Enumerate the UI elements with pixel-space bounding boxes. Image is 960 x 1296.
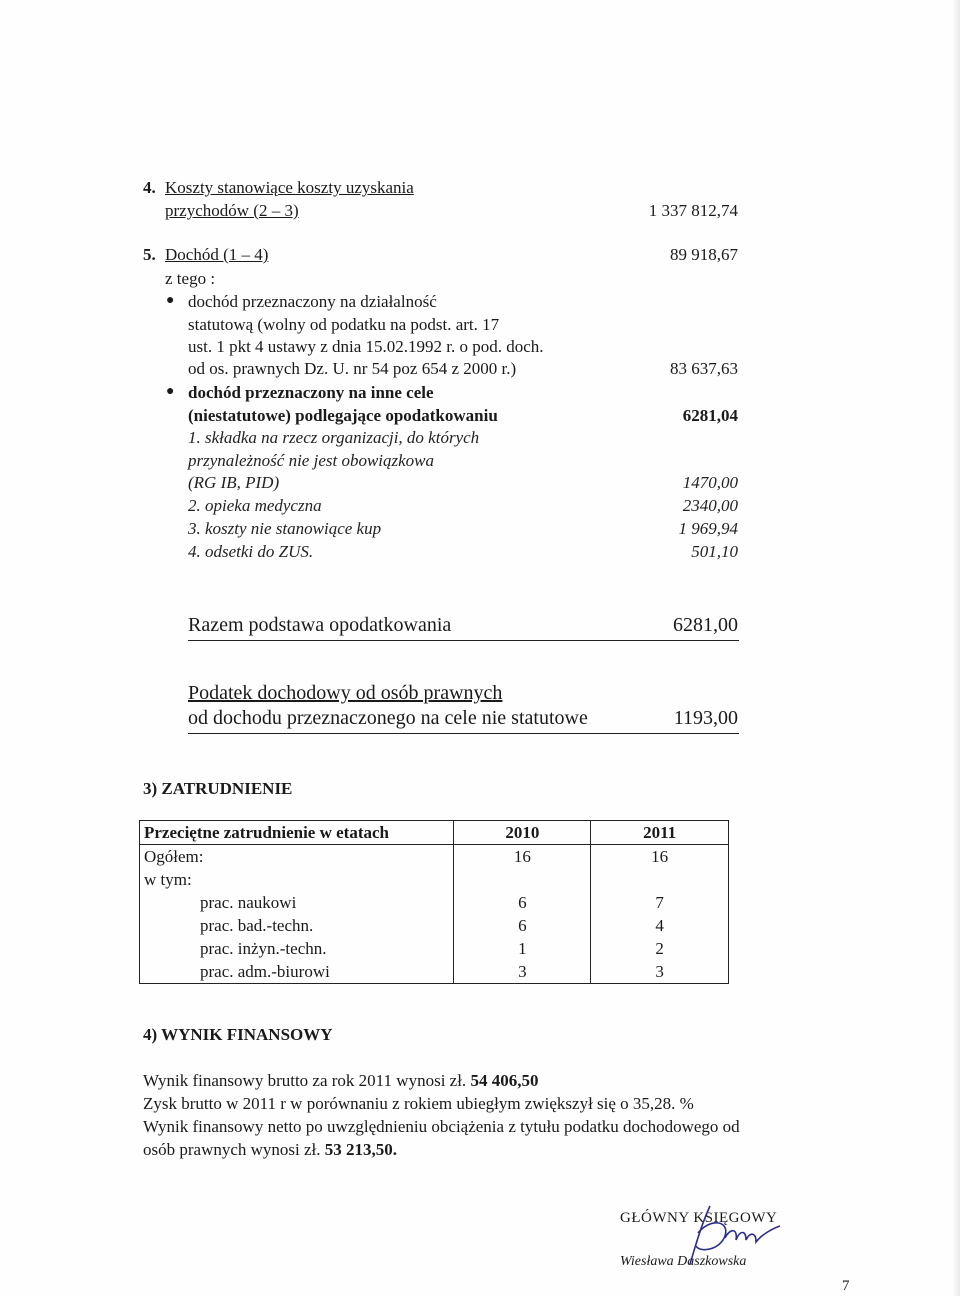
table-row bbox=[140, 914, 729, 937]
item-3-label: 3. koszty nie stanowiące kup bbox=[188, 519, 382, 538]
item-2-label: 2. opieka medyczna bbox=[188, 496, 322, 515]
table-row bbox=[140, 960, 729, 984]
zatrudnienie-heading: 3) ZATRUDNIENIE bbox=[143, 779, 293, 798]
table-header-row bbox=[140, 821, 729, 845]
wynik-line4-value: 53 213,50. bbox=[324, 1140, 398, 1159]
bullet-2-line1: dochód przeznaczony na inne cele bbox=[188, 383, 434, 402]
employment-table bbox=[139, 820, 729, 984]
razem-value: 6281,00 bbox=[673, 614, 738, 636]
wynik-line4 bbox=[143, 1140, 397, 1160]
bullet-2-line2: (niestatutowe) podlegające opodatkowaniu bbox=[188, 406, 498, 425]
item-1-line1: 1. składka na rzecz organizacji, do których bbox=[188, 428, 480, 447]
table-cell-label: prac. naukowi bbox=[140, 891, 454, 914]
bullet-1-line1: dochód przeznaczony na działalność bbox=[188, 292, 437, 311]
table-header-label: Przeciętne zatrudnienie w etatach bbox=[140, 821, 454, 845]
wynik-heading: 4) WYNIK FINANSOWY bbox=[143, 1025, 333, 1044]
bullet-1-value: 83 637,63 bbox=[670, 359, 738, 378]
item-1-line2: przynależność nie jest obowiązkowa bbox=[188, 451, 435, 470]
table-cell-label: prac. bad.-techn. bbox=[140, 914, 454, 937]
signature-title: GŁÓWNY KSIĘGOWY bbox=[620, 1210, 778, 1226]
section-5-number: 5. bbox=[143, 245, 156, 264]
table-cell-2010: 16 bbox=[454, 845, 591, 869]
razem-label: Razem podstawa opodatkowania bbox=[188, 614, 452, 636]
table-cell-label: Ogółem: bbox=[140, 845, 454, 869]
razem-underline bbox=[188, 640, 739, 641]
z-tego-label: z tego : bbox=[165, 269, 216, 288]
item-4-value: 501,10 bbox=[691, 542, 738, 561]
bullet-2-dot: ● bbox=[166, 384, 175, 399]
wynik-line1-value: 54 406,50 bbox=[470, 1071, 539, 1090]
item-1-line3: (RG IB, PID) bbox=[188, 473, 280, 492]
item-3-value: 1 969,94 bbox=[678, 519, 738, 538]
section-5-label: Dochód (1 – 4) bbox=[165, 245, 269, 264]
podatek-line1: Podatek dochodowy od osób prawnych bbox=[188, 682, 503, 704]
section-4-value: 1 337 812,74 bbox=[648, 201, 738, 220]
table-cell-2010: 1 bbox=[454, 937, 591, 960]
podatek-value: 1193,00 bbox=[673, 707, 738, 729]
table-cell-2011: 3 bbox=[591, 960, 729, 984]
bullet-1-dot: ● bbox=[166, 293, 175, 308]
section-4-label-line1: Koszty stanowiące koszty uzyskania bbox=[165, 178, 414, 197]
table-row bbox=[140, 891, 729, 914]
table-cell-2010: 6 bbox=[454, 891, 591, 914]
table-row-ogolem bbox=[140, 845, 729, 869]
section-5-value: 89 918,67 bbox=[670, 245, 738, 264]
bullet-1-line3: ust. 1 pkt 4 ustawy z dnia 15.02.1992 r. o pod. doch. bbox=[188, 337, 544, 356]
table-cell-2011: 4 bbox=[591, 914, 729, 937]
item-1-value: 1470,00 bbox=[682, 473, 738, 492]
table-row bbox=[140, 937, 729, 960]
page-edge-shadow bbox=[952, 0, 960, 1296]
wynik-line2: Zysk brutto w 2011 r w porównaniu z rokiem ubiegłym zwiększył się o 35,28. % bbox=[143, 1094, 694, 1113]
table-cell-2010: 6 bbox=[454, 914, 591, 937]
table-cell-label: prac. inżyn.-techn. bbox=[140, 937, 454, 960]
item-4-label: 4. odsetki do ZUS. bbox=[188, 542, 314, 561]
wynik-line1 bbox=[143, 1071, 538, 1091]
page-number: 7 bbox=[842, 1278, 850, 1294]
signature-name: Wiesława Daszkowska bbox=[620, 1254, 747, 1269]
bullet-1-line4: od os. prawnych Dz. U. nr 54 poz 654 z 2000 r.) bbox=[188, 359, 517, 378]
table-cell-2011: 7 bbox=[591, 891, 729, 914]
wynik-line3: Wynik finansowy netto po uwzględnieniu obciążenia z tytułu podatku dochodowego od bbox=[143, 1117, 740, 1136]
section-4-number: 4. bbox=[143, 178, 156, 197]
podatek-underline bbox=[188, 733, 739, 734]
wynik-line4-text: osób prawnych wynosi zł. bbox=[143, 1140, 321, 1159]
table-cell-label: w tym: bbox=[140, 868, 454, 891]
podatek-line2: od dochodu przeznaczonego na cele nie statutowe bbox=[188, 707, 588, 729]
wynik-line1-text: Wynik finansowy brutto za rok 2011 wynosi zł. bbox=[143, 1071, 467, 1090]
table-row-w-tym bbox=[140, 868, 729, 891]
bullet-2-value: 6281,04 bbox=[682, 406, 738, 425]
table-cell-label: prac. adm.-biurowi bbox=[140, 960, 454, 984]
bullet-1-line2: statutową (wolny od podatku na podst. art. 17 bbox=[188, 315, 500, 334]
table-header-2011: 2011 bbox=[591, 821, 729, 845]
table-cell-2010: 3 bbox=[454, 960, 591, 984]
table-header-2010: 2010 bbox=[454, 821, 591, 845]
table-cell-2011: 16 bbox=[591, 845, 729, 869]
table-cell-2011: 2 bbox=[591, 937, 729, 960]
section-4-label-line2: przychodów (2 – 3) bbox=[165, 201, 299, 220]
item-2-value: 2340,00 bbox=[682, 496, 738, 515]
